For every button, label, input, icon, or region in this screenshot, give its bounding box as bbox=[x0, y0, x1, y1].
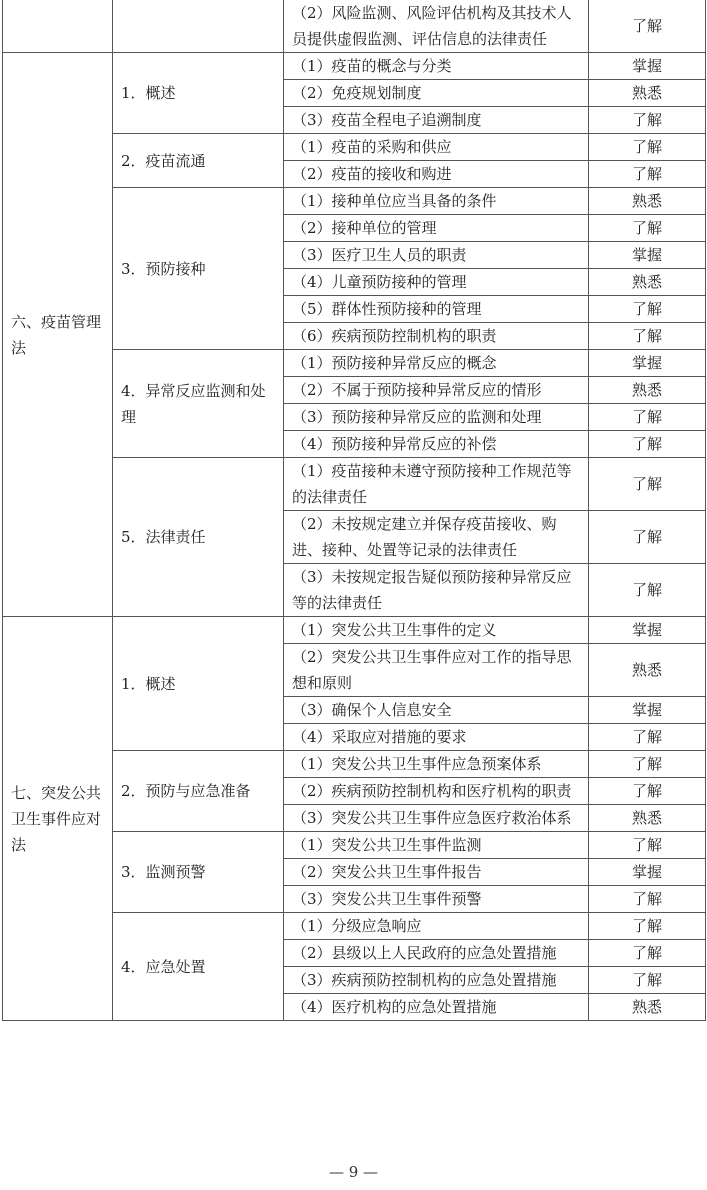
level-cell: 熟悉 bbox=[589, 644, 706, 697]
item-cell: （1）分级应急响应 bbox=[284, 913, 589, 940]
level-cell: 了解 bbox=[589, 161, 706, 188]
item-cell: （4）医疗机构的应急处置措施 bbox=[284, 994, 589, 1021]
level-cell: 了解 bbox=[589, 940, 706, 967]
level-cell: 了解 bbox=[589, 913, 706, 940]
item-cell: （3）预防接种异常反应的监测和处理 bbox=[284, 404, 589, 431]
level-cell: 了解 bbox=[589, 511, 706, 564]
subunit-cell bbox=[113, 0, 284, 53]
level-cell: 了解 bbox=[589, 724, 706, 751]
level-cell: 了解 bbox=[589, 886, 706, 913]
item-cell: （4）儿童预防接种的管理 bbox=[284, 269, 589, 296]
level-cell: 了解 bbox=[589, 832, 706, 859]
item-cell: （1）突发公共卫生事件的定义 bbox=[284, 617, 589, 644]
subunit-cell: 1．概述 bbox=[113, 53, 284, 134]
item-cell: （6）疾病预防控制机构的职责 bbox=[284, 323, 589, 350]
unit-cell: 七、突发公共卫生事件应对法 bbox=[3, 617, 113, 1021]
subunit-cell: 4．异常反应监测和处理 bbox=[113, 350, 284, 458]
item-cell: （2）突发公共卫生事件报告 bbox=[284, 859, 589, 886]
level-cell: 了解 bbox=[589, 215, 706, 242]
item-cell: （1）突发公共卫生事件监测 bbox=[284, 832, 589, 859]
level-cell: 掌握 bbox=[589, 617, 706, 644]
level-cell: 了解 bbox=[589, 0, 706, 53]
level-cell: 熟悉 bbox=[589, 188, 706, 215]
subunit-cell: 2．疫苗流通 bbox=[113, 134, 284, 188]
item-cell: （5）群体性预防接种的管理 bbox=[284, 296, 589, 323]
level-cell: 了解 bbox=[589, 134, 706, 161]
item-cell: （2）疾病预防控制机构和医疗机构的职责 bbox=[284, 778, 589, 805]
level-cell: 了解 bbox=[589, 431, 706, 458]
table-row bbox=[3, 53, 706, 80]
item-cell: （1）接种单位应当具备的条件 bbox=[284, 188, 589, 215]
item-cell: （2）县级以上人民政府的应急处置措施 bbox=[284, 940, 589, 967]
item-cell: （2）风险监测、风险评估机构及其技术人员提供虚假监测、评估信息的法律责任 bbox=[284, 0, 589, 53]
subunit-cell: 3．预防接种 bbox=[113, 188, 284, 350]
level-cell: 掌握 bbox=[589, 697, 706, 724]
item-cell: （2）接种单位的管理 bbox=[284, 215, 589, 242]
item-cell: （2）不属于预防接种异常反应的情形 bbox=[284, 377, 589, 404]
level-cell: 熟悉 bbox=[589, 269, 706, 296]
item-cell: （4）预防接种异常反应的补偿 bbox=[284, 431, 589, 458]
item-cell: （4）采取应对措施的要求 bbox=[284, 724, 589, 751]
page-number: — 9 — bbox=[328, 1163, 379, 1181]
level-cell: 了解 bbox=[589, 458, 706, 511]
item-cell: （1）疫苗的采购和供应 bbox=[284, 134, 589, 161]
level-cell: 掌握 bbox=[589, 242, 706, 269]
item-cell: （3）医疗卫生人员的职责 bbox=[284, 242, 589, 269]
level-cell: 了解 bbox=[589, 107, 706, 134]
item-cell: （2）未按规定建立并保存疫苗接收、购进、接种、处置等记录的法律责任 bbox=[284, 511, 589, 564]
item-cell: （3）未按规定报告疑似预防接种异常反应等的法律责任 bbox=[284, 564, 589, 617]
level-cell: 了解 bbox=[589, 296, 706, 323]
level-cell: 了解 bbox=[589, 751, 706, 778]
item-cell: （2）疫苗的接收和购进 bbox=[284, 161, 589, 188]
item-cell: （3）疫苗全程电子追溯制度 bbox=[284, 107, 589, 134]
subunit-cell: 2．预防与应急准备 bbox=[113, 751, 284, 832]
level-cell: 了解 bbox=[589, 323, 706, 350]
level-cell: 掌握 bbox=[589, 859, 706, 886]
level-cell: 掌握 bbox=[589, 350, 706, 377]
subunit-cell: 1．概述 bbox=[113, 617, 284, 751]
subunit-cell: 3．监测预警 bbox=[113, 832, 284, 913]
level-cell: 掌握 bbox=[589, 53, 706, 80]
table-row bbox=[3, 617, 706, 644]
level-cell: 熟悉 bbox=[589, 994, 706, 1021]
level-cell: 熟悉 bbox=[589, 805, 706, 832]
item-cell: （1）疫苗接种未遵守预防接种工作规范等的法律责任 bbox=[284, 458, 589, 511]
level-cell: 熟悉 bbox=[589, 377, 706, 404]
unit-cell bbox=[3, 0, 113, 53]
unit-cell: 六、疫苗管理法 bbox=[3, 53, 113, 617]
item-cell: （3）突发公共卫生事件应急医疗救治体系 bbox=[284, 805, 589, 832]
subunit-cell: 4．应急处置 bbox=[113, 913, 284, 1021]
item-cell: （2）突发公共卫生事件应对工作的指导思想和原则 bbox=[284, 644, 589, 697]
table-row bbox=[3, 0, 706, 53]
subunit-cell: 5．法律责任 bbox=[113, 458, 284, 617]
item-cell: （2）免疫规划制度 bbox=[284, 80, 589, 107]
item-cell: （1）预防接种异常反应的概念 bbox=[284, 350, 589, 377]
level-cell: 了解 bbox=[589, 564, 706, 617]
level-cell: 了解 bbox=[589, 778, 706, 805]
item-cell: （3）确保个人信息安全 bbox=[284, 697, 589, 724]
level-cell: 了解 bbox=[589, 967, 706, 994]
level-cell: 了解 bbox=[589, 404, 706, 431]
item-cell: （3）突发公共卫生事件预警 bbox=[284, 886, 589, 913]
level-cell: 熟悉 bbox=[589, 80, 706, 107]
item-cell: （1）疫苗的概念与分类 bbox=[284, 53, 589, 80]
syllabus-table bbox=[2, 0, 706, 1021]
item-cell: （3）疾病预防控制机构的应急处置措施 bbox=[284, 967, 589, 994]
item-cell: （1）突发公共卫生事件应急预案体系 bbox=[284, 751, 589, 778]
